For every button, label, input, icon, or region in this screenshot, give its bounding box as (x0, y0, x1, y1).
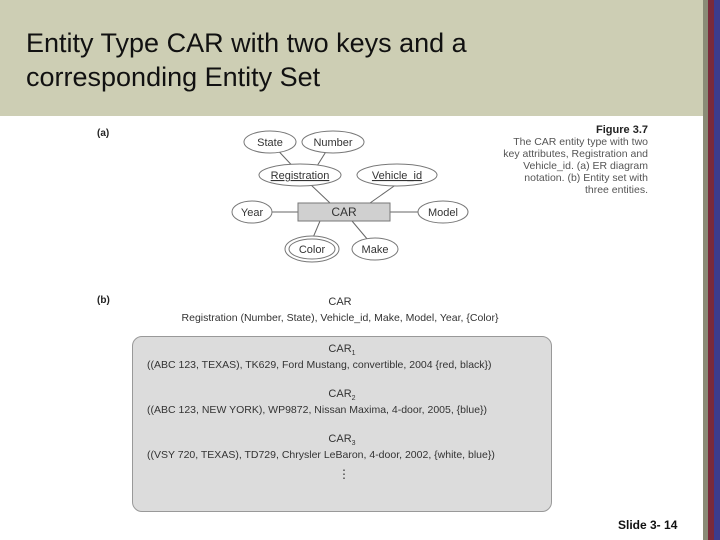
caption-line: key attributes, Registration and (503, 148, 648, 160)
entity-set-box (132, 336, 552, 512)
slide-title-line-2: corresponding Entity Set (26, 62, 321, 92)
entity-values-car-1: ((ABC 123, TEXAS), TK629, Ford Mustang, convertible, 2004 {red, black}) (147, 359, 492, 371)
edge-vehicleid-car (370, 184, 397, 203)
attr-number-label: Number (313, 137, 353, 149)
slide-title-line-1: Entity Type CAR with two keys and a (26, 28, 467, 58)
entity-set-title: CAR (328, 296, 352, 308)
figure-label-a: (a) (97, 128, 110, 139)
caption-line: Vehicle_id. (a) ER diagram (523, 160, 648, 172)
entity-car-label: CAR (331, 205, 357, 219)
attr-make-label: Make (361, 244, 389, 256)
attr-color-label: Color (298, 244, 326, 256)
slide-number: Slide 3- 14 (618, 518, 678, 532)
caption-line: three entities. (584, 184, 648, 196)
attr-year-label: Year (240, 207, 264, 219)
entity-values-car-2: ((ABC 123, NEW YORK), WP9872, Nissan Maxima, 4-door, 2005, {blue}) (147, 404, 488, 416)
more-entities-ellipsis: ⋮ (338, 467, 350, 481)
edge-make-car (352, 221, 368, 240)
attr-model-label: Model (428, 207, 458, 219)
figure-number: Figure 3.7 (596, 124, 648, 136)
attr-registration-label: Registration (270, 170, 330, 182)
entity-name-car-3: $CAR_3$ (328, 433, 356, 448)
caption-line: The CAR entity type with two (513, 136, 648, 148)
entity-set-schema: Registration (Number, State), Vehicle_id, Make, Model, Year, {Color} (181, 312, 499, 324)
attr-state-label: State (257, 137, 283, 149)
entity-name-car-1: $CAR_1$ (328, 343, 356, 358)
figure-label-b: (b) (97, 295, 110, 306)
attr-vehicle-id-label: Vehicle_id (371, 170, 423, 182)
caption-line: notation. (b) Entity set with (524, 172, 648, 184)
edge-registration-car (310, 184, 330, 203)
entity-name-car-2: $CAR_2$ (328, 388, 356, 403)
entity-values-car-3: ((VSY 720, TEXAS), TD729, Chrysler LeBaron, 4-door, 2002, {white, blue}) (147, 449, 495, 461)
